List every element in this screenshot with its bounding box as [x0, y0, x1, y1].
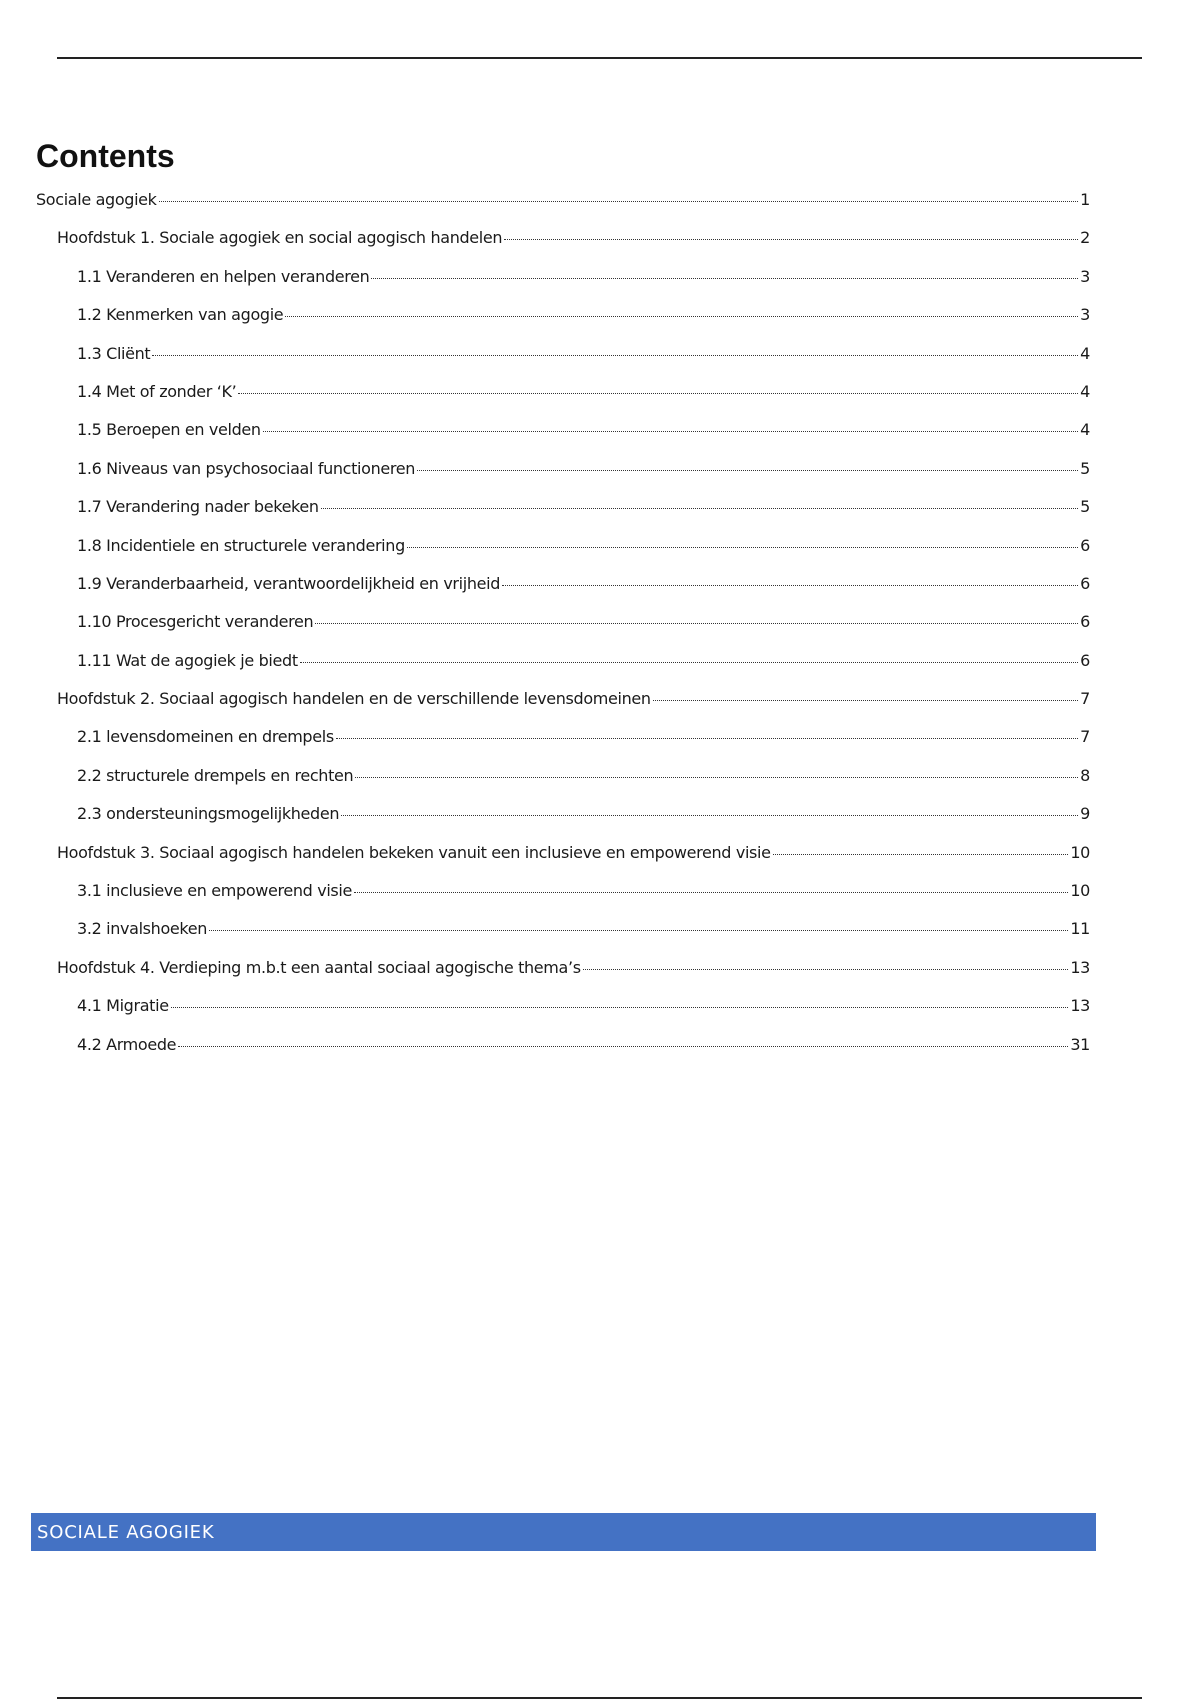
- toc-page-number: 8: [1080, 765, 1090, 785]
- toc-page-number: 4: [1080, 381, 1090, 401]
- toc-dot-leader: [504, 239, 1078, 240]
- toc-entry-label: 1.3 Cliënt: [77, 343, 151, 363]
- toc-page-number: 31: [1070, 1034, 1090, 1054]
- toc-entry[interactable]: [36, 536, 1090, 574]
- toc-entry-label: 3.1 inclusieve en empowerend visie: [77, 881, 352, 901]
- toc-entry-label: 2.3 ondersteuningsmogelijkheden: [77, 804, 340, 824]
- toc-dot-leader: [159, 201, 1079, 202]
- toc-page-number: 7: [1080, 689, 1090, 709]
- toc-dot-leader: [407, 547, 1078, 548]
- toc-dot-leader: [285, 316, 1078, 317]
- toc-page-number: 3: [1080, 266, 1090, 286]
- toc-entry[interactable]: [36, 344, 1090, 382]
- toc-page-number: 13: [1070, 996, 1090, 1016]
- toc-entry-label: 1.11 Wat de agogiek je biedt: [77, 650, 298, 670]
- toc-dot-leader: [315, 623, 1078, 624]
- toc-dot-leader: [336, 738, 1078, 739]
- toc-entry[interactable]: [36, 804, 1090, 842]
- toc-page-number: 10: [1070, 842, 1090, 862]
- toc-page-number: 5: [1080, 458, 1090, 478]
- toc-page-number: 10: [1070, 881, 1090, 901]
- page-top-rule: [57, 57, 1142, 59]
- toc-page-number: 4: [1080, 420, 1090, 440]
- toc-page-number: 2: [1080, 228, 1090, 248]
- toc-dot-leader: [209, 930, 1068, 931]
- page-bottom-rule: [57, 1697, 1142, 1699]
- toc-page-number: 9: [1080, 804, 1090, 824]
- toc-dot-leader: [263, 431, 1078, 432]
- toc-entry[interactable]: [36, 612, 1090, 650]
- toc-dot-leader: [178, 1046, 1068, 1047]
- toc-entry-label: 2.2 structurele drempels en rechten: [77, 765, 354, 785]
- toc-entry-label: 1.9 Veranderbaarheid, verantwoordelijkheid en vrijheid: [77, 573, 501, 593]
- toc-dot-leader: [354, 892, 1068, 893]
- toc-page-number: 3: [1080, 305, 1090, 325]
- toc-page-number: 5: [1080, 497, 1090, 517]
- toc-page-number: 6: [1080, 650, 1090, 670]
- toc-entry-label: Hoofdstuk 3. Sociaal agogisch handelen bekeken vanuit een inclusieve en empowerend visie: [57, 842, 771, 862]
- toc-entry-label: 1.1 Veranderen en helpen veranderen: [77, 266, 370, 286]
- toc-dot-leader: [773, 854, 1069, 855]
- toc-entry-label: 3.2 invalshoeken: [77, 919, 208, 939]
- toc-page-number: 4: [1080, 343, 1090, 363]
- toc-entry-label: 4.2 Armoede: [77, 1034, 177, 1054]
- toc-entry[interactable]: [36, 420, 1090, 458]
- toc-entry[interactable]: [36, 305, 1090, 343]
- toc-entry[interactable]: [36, 996, 1090, 1034]
- toc-entry[interactable]: [36, 766, 1090, 804]
- toc-entry[interactable]: [36, 267, 1090, 305]
- toc-entry[interactable]: [36, 190, 1090, 228]
- toc-entry[interactable]: [36, 574, 1090, 612]
- toc-entry-label: Hoofdstuk 1. Sociale agogiek en social agogisch handelen: [57, 228, 503, 248]
- toc-dot-leader: [502, 585, 1078, 586]
- toc-entry-label: Hoofdstuk 2. Sociaal agogisch handelen en de verschillende levensdomeinen: [57, 689, 651, 709]
- toc-entry-label: Hoofdstuk 4. Verdieping m.b.t een aantal sociaal agogische thema’s: [57, 957, 581, 977]
- toc-entry-label: 1.2 Kenmerken van agogie: [77, 305, 284, 325]
- toc-entry[interactable]: [36, 459, 1090, 497]
- toc-page-number: 6: [1080, 535, 1090, 555]
- toc-page-number: 1: [1080, 190, 1090, 209]
- toc-entry-label: 4.1 Migratie: [77, 996, 169, 1016]
- toc-dot-leader: [417, 470, 1078, 471]
- toc-page-number: 6: [1080, 573, 1090, 593]
- toc-title: Contents: [36, 138, 175, 174]
- toc-entry[interactable]: [36, 651, 1090, 689]
- toc-entry-label: 1.10 Procesgericht veranderen: [77, 612, 314, 632]
- toc-entry-label: Sociale agogiek: [36, 190, 157, 209]
- toc-dot-leader: [300, 662, 1078, 663]
- toc-dot-leader: [152, 355, 1078, 356]
- toc-dot-leader: [341, 815, 1078, 816]
- toc-page-number: 6: [1080, 612, 1090, 632]
- toc-page-number: 11: [1070, 919, 1090, 939]
- toc-entry[interactable]: [36, 727, 1090, 765]
- toc-page-number: 13: [1070, 957, 1090, 977]
- toc-entry-label: 1.6 Niveaus van psychosociaal functioneren: [77, 458, 416, 478]
- toc-dot-leader: [653, 700, 1078, 701]
- toc-entry-label: 1.5 Beroepen en velden: [77, 420, 261, 440]
- toc-dot-leader: [171, 1007, 1069, 1008]
- toc-entry[interactable]: [36, 1035, 1090, 1073]
- toc-entry[interactable]: [36, 497, 1090, 535]
- toc-dot-leader: [371, 278, 1078, 279]
- toc-entry[interactable]: [36, 689, 1090, 727]
- section-banner-title: SOCIALE AGOGIEK: [37, 1521, 215, 1543]
- toc-entry-label: 1.7 Verandering nader bekeken: [77, 497, 319, 517]
- toc-entry-label: 1.8 Incidentiele en structurele verandering: [77, 535, 405, 555]
- toc-entry[interactable]: [36, 228, 1090, 266]
- toc-dot-leader: [583, 969, 1069, 970]
- toc-entry[interactable]: [36, 881, 1090, 919]
- table-of-contents: [36, 190, 1090, 1073]
- section-banner: [31, 1513, 1096, 1551]
- toc-entry-label: 1.4 Met of zonder ‘K’: [77, 381, 237, 401]
- toc-entry[interactable]: [36, 382, 1090, 420]
- toc-entry[interactable]: [36, 843, 1090, 881]
- toc-entry[interactable]: [36, 958, 1090, 996]
- toc-dot-leader: [321, 508, 1078, 509]
- toc-page-number: 7: [1080, 727, 1090, 747]
- toc-entry[interactable]: [36, 919, 1090, 957]
- toc-dot-leader: [238, 393, 1078, 394]
- toc-entry-label: 2.1 levensdomeinen en drempels: [77, 727, 334, 747]
- toc-dot-leader: [355, 777, 1078, 778]
